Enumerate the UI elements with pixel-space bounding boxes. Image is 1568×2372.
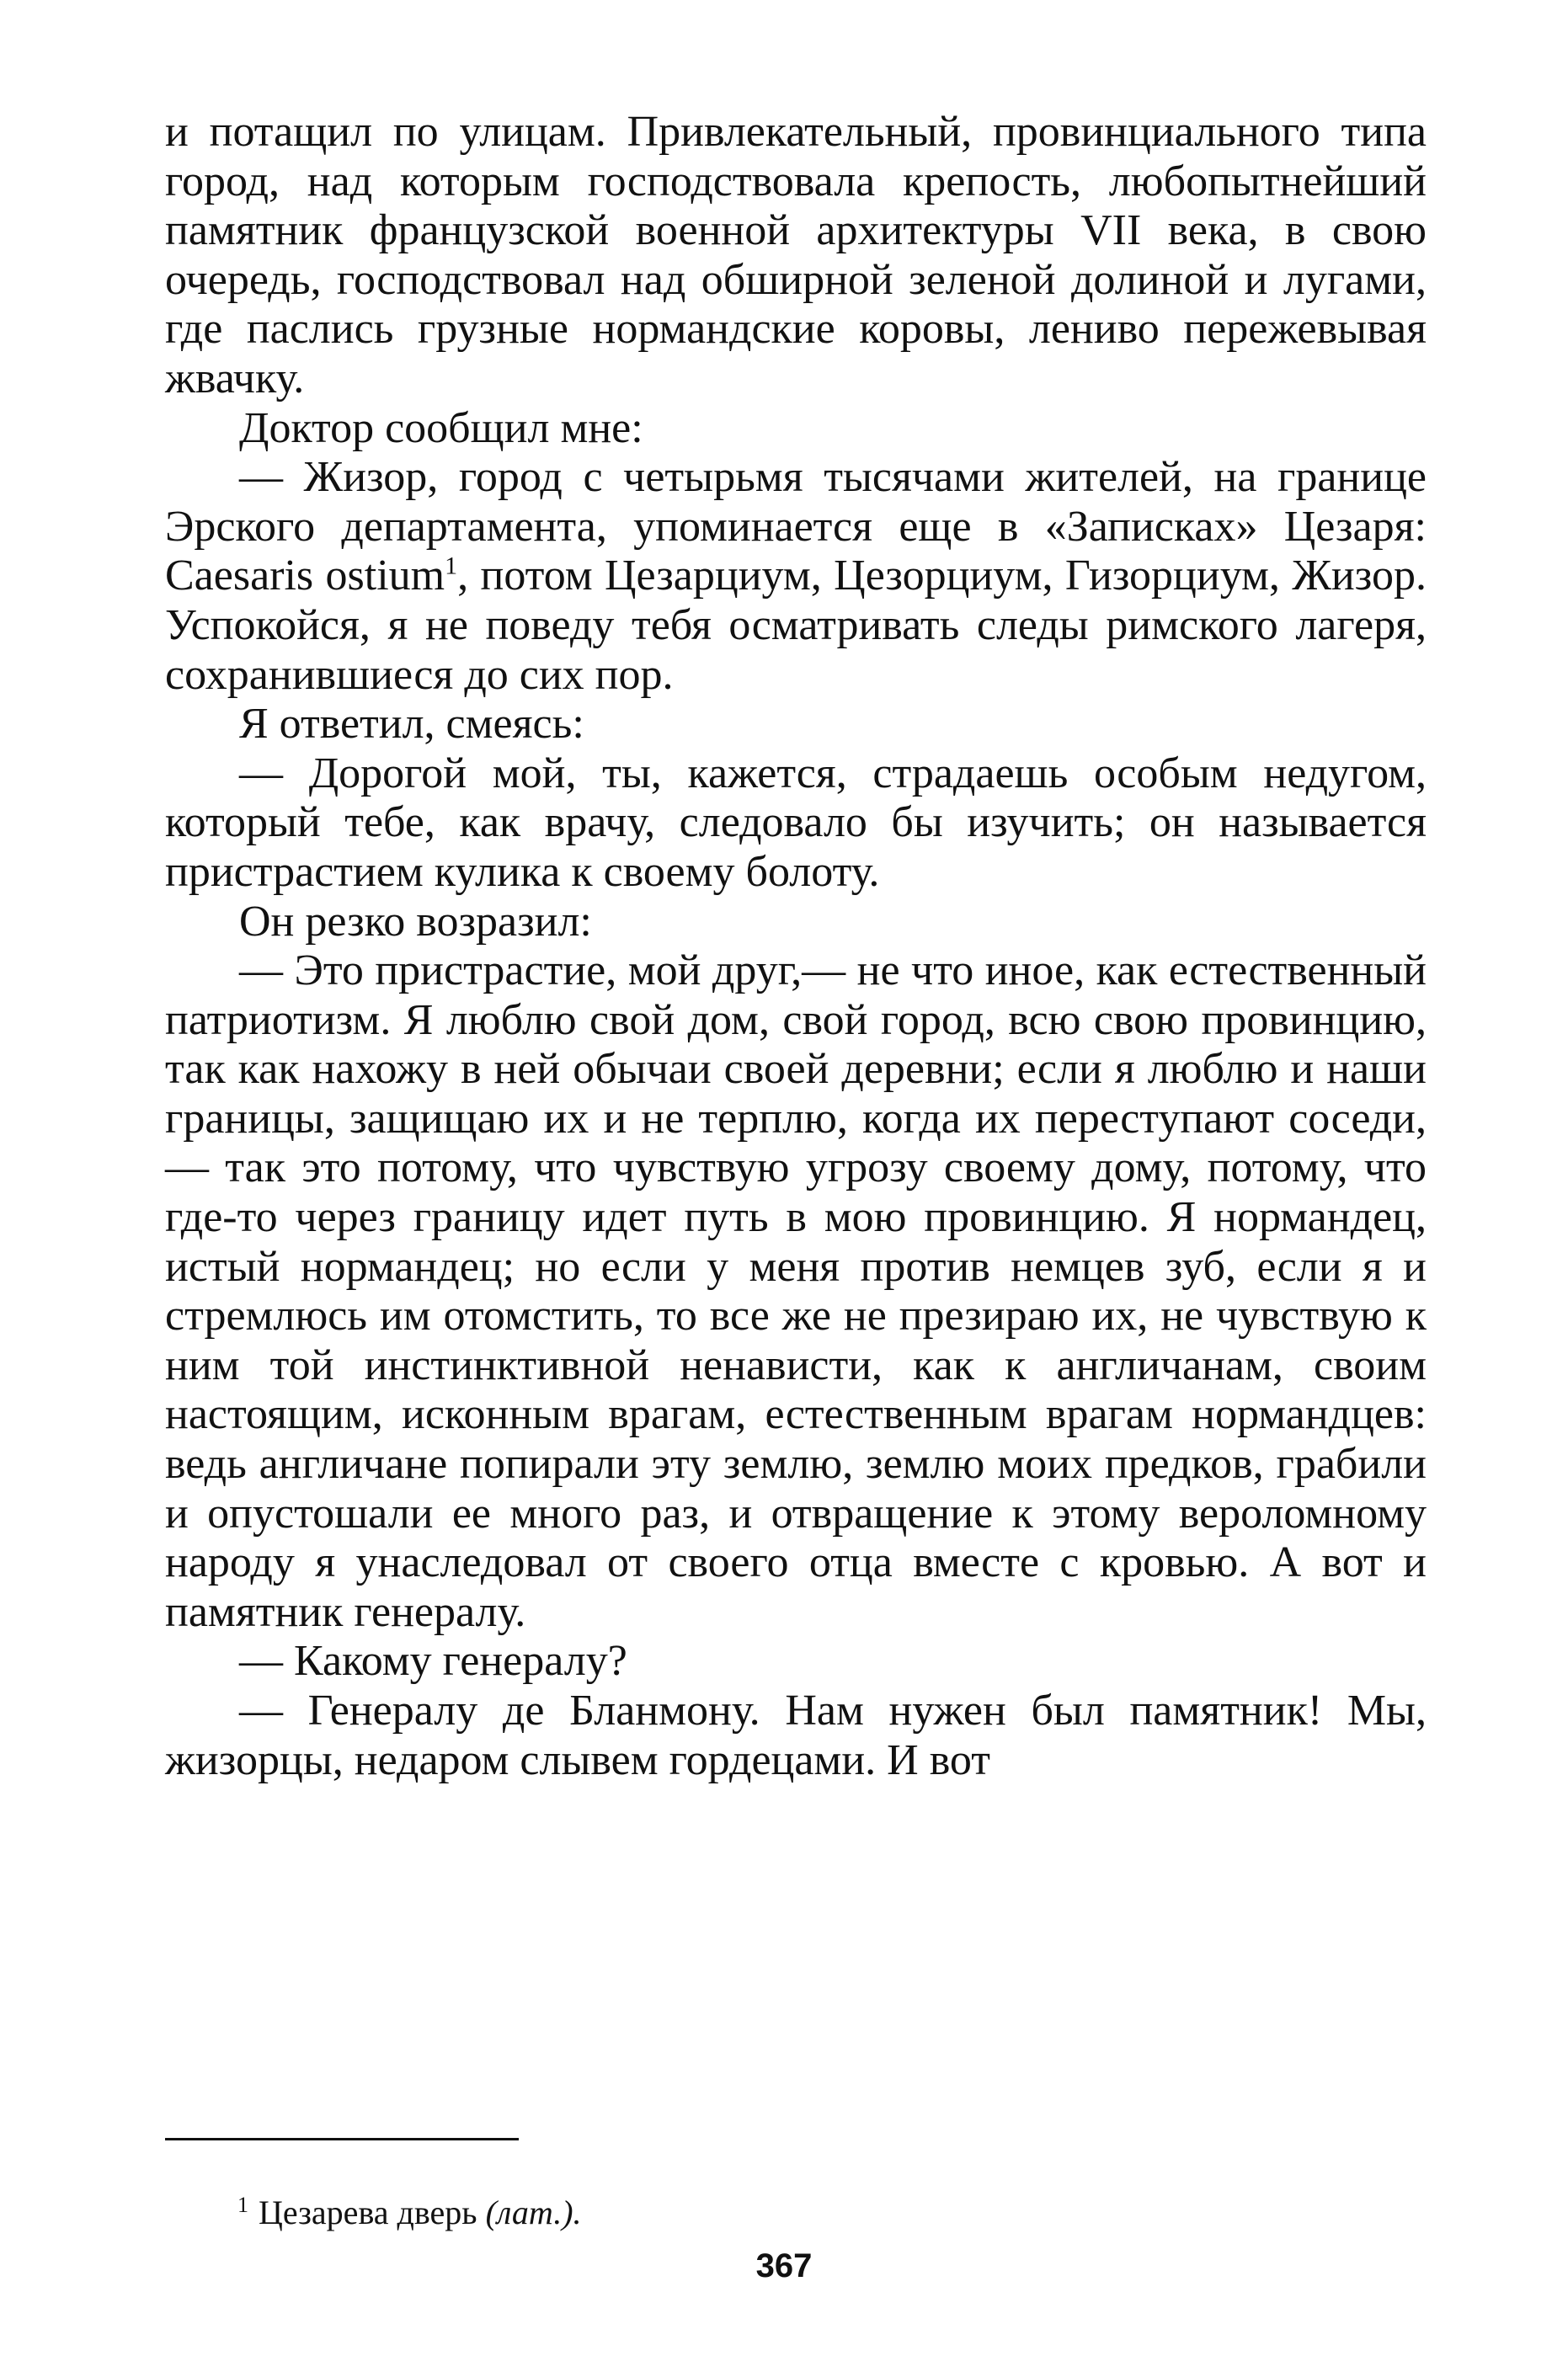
paragraph-9: — Генералу де Бланмону. Нам нужен был памятник! Мы, жизорцы, недаром слывем гордецами. И вот [165,1687,1427,1784]
paragraph-2: Доктор сообщил мне: [239,403,643,452]
footnote-divider [165,2138,519,2140]
footnote-reference: 1 [445,552,458,581]
paragraph-3 [165,453,1427,700]
footnote-mark: 1 [237,2192,248,2217]
paragraph-7: — Это пристрастие, мой друг,— не что иное, как естественный патриотизм. Я люблю свой дом, свой город, всю свою провинцию, так как нахожу в ней обычаи своей деревни; если я люблю и наши границы, защищаю их и не терплю, когда их переступают соседи,— так это потому, что чувствую угрозу своему дому, потому, что где-то через границу идет путь в мою провинцию. Я нормандец, истый нормандец; но если у меня против немцев зуб, если я и стремлюсь им отомстить, то все же не презираю их, не чувствую к ним той инстинктивной ненависти, как к англичанам, своим настоящим, исконным врагам, естественным врагам нормандцев: ведь англичане попирали эту землю, землю моих предков, грабили и опустошали ее много раз, и отвращение к этому вероломному народу я унаследовал от своего отца вместе с кровью. А вот и памятник генералу. [165,946,1427,1636]
paragraph-4: Я ответил, смеясь: [239,700,584,749]
paragraph-3-text-a: — Жизор, город с четырьмя тысячами жителей, на границе Эрского департамента, упоминается еще в «Записках» Цезаря: Caesaris ostium [165,453,1427,600]
page-number: 367 [755,2247,813,2284]
paragraph-1: и потащил по улицам. Привлекательный, провинциального типа город, над которым господствовала крепость, любопытнейший памятник французской военной архитектуры VII века, в свою очередь, господствовал над обширной зеленой долиной и лугами, где паслись грузные нормандские коровы, лениво пережевывая жвачку. [165,108,1427,402]
page-body [165,108,1427,1785]
paragraph-6: Он резко возразил: [239,897,592,946]
paragraph-5: — Дорогой мой, ты, кажется, страдаешь особым недугом, который тебе, как врачу, следовало бы изучить; он называется пристрастием кулика к своему болоту. [165,749,1427,896]
footnote-note: (лат.). [485,2193,582,2231]
paragraph-3-text-b: , потом Цезарциум, Цезорциум, Гизорциум, Жизор. Успокойся, я не поведу тебя осматривать следы римского лагеря, сохранившиеся до сих пор. [165,552,1427,699]
footnote-text: Цезарева дверь [259,2193,477,2231]
paragraph-8: — Какому генералу? [239,1637,627,1686]
footnote [237,2193,1332,2233]
